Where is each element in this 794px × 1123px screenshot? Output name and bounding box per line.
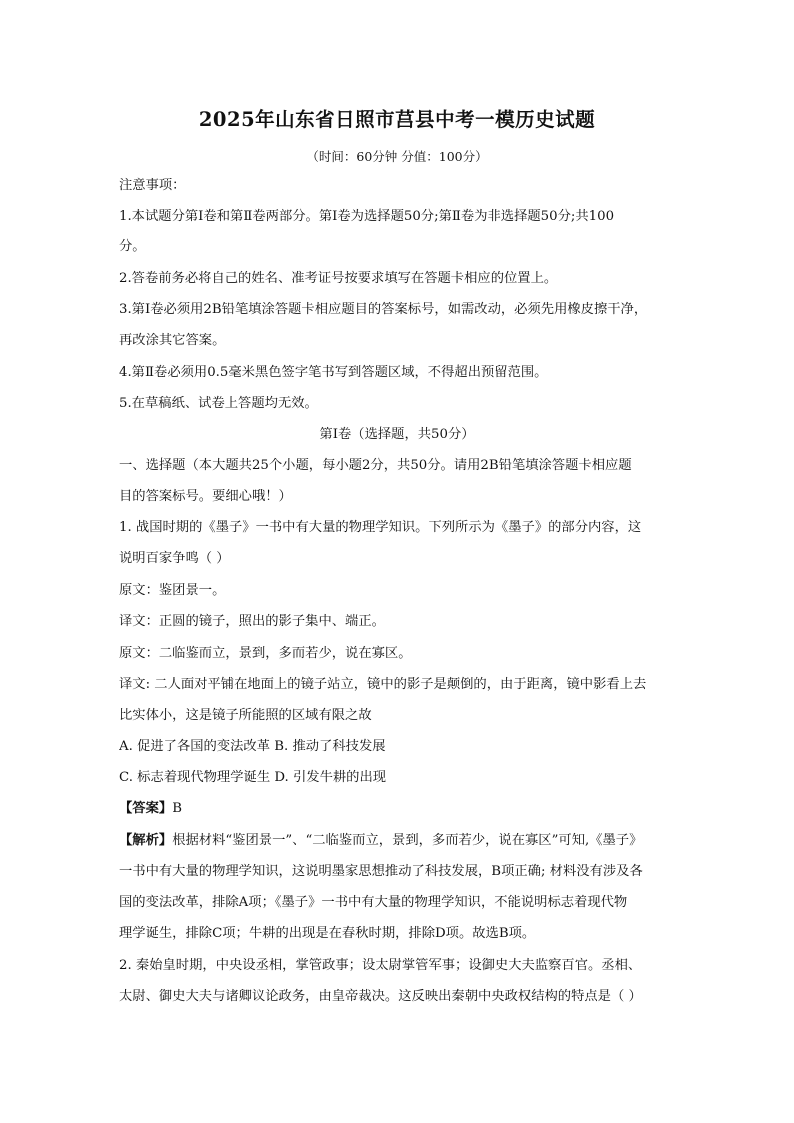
answer-value: B [172,801,182,816]
section-intro-line: 目的答案标号。要细心哦！） [119,489,292,504]
material-line: 原文：鉴团景一。 [119,583,226,598]
question-stem-line: 1. 战国时期的《墨子》一书中有大量的物理学知识。下列所示为《墨子》的部分内容，这 [119,520,642,535]
option-line: C. 标志着现代物理学诞生 D. 引发牛耕的出现 [119,770,387,785]
material-line: 译文: 二人面对平铺在地面上的镜子站立，镜中的影子是颠倒的，由于距离，镜中影看上去 [119,677,647,692]
question-stem-line: 2. 秦始皇时期，中央设丞相，掌管政事；设太尉掌管军事；设御史大夫监察百官。丞相、 [119,958,642,973]
option-line: A. 促进了各国的变法改革 B. 推动了科技发展 [119,739,386,754]
question-stem-line: 太尉、御史大夫与诸卿议论政务，由皇帝裁决。这反映出秦朝中央政权结构的特点是（ ） [119,989,642,1004]
section-intro-line: 一、选择题（本大题共25个小题，每小题2分，共50分。请用2B铅笔填涂答题卡相应题 [119,458,632,473]
analysis-line [119,832,687,850]
exam-time-score: （时间：60分钟 分值：100分） [306,149,488,164]
material-line: 比实体小，这是镜子所能照的区域有限之故 [119,708,372,723]
analysis-text: 根据材料“鉴团景一”、“二临鉴而立，景到，多而若少，说在寡区”可知,《墨子》 [172,833,643,848]
note-line: 2.答卷前务必将自己的姓名、准考证号按要求填写在答题卡相应的位置上。 [119,271,558,286]
analysis-line: 理学诞生，排除C项；牛耕的出现是在春秋时期，排除D项。故选B项。 [119,926,536,941]
section-heading: 第Ⅰ卷（选择题，共50分） [319,427,475,442]
note-line: 4.第Ⅱ卷必须用0.5毫米黑色签字笔书写到答题区域，不得超出预留范围。 [119,365,548,380]
note-line: 1.本试题分第Ⅰ卷和第Ⅱ卷两部分。第Ⅰ卷为选择题50分;第Ⅱ卷为非选择题50分;共100 [119,209,615,224]
material-line: 原文：二临鉴而立，景到，多而若少，说在寡区。 [119,646,412,661]
answer-label: 【答案】 [119,801,173,816]
note-line: 再改涂其它答案。 [119,333,226,348]
analysis-line: 国的变法改革，排除A项；《墨子》一书中有大量的物理学知识，不能说明标志着现代物 [119,895,628,910]
note-line: 3.第Ⅰ卷必须用2B铅笔填涂答题卡相应题目的答案标号，如需改动，必须先用橡皮擦干净， [119,302,648,317]
answer-line [119,800,687,818]
material-line: 译文：正圆的镜子，照出的影子集中、端正。 [119,614,385,629]
question-stem-line: 说明百家争鸣（ ） [119,551,230,566]
notes-heading: 注意事项： [119,178,186,193]
page-title: 2025年山东省日照市莒县中考一模历史试题 [198,108,596,131]
note-line: 5.在草稿纸、试卷上答题均无效。 [119,396,318,411]
note-line: 分。 [119,239,146,254]
analysis-label: 【解析】 [119,833,173,848]
analysis-line: 一书中有大量的物理学知识，这说明墨家思想推动了科技发展，B项正确; 材料没有涉及各 [119,864,643,879]
